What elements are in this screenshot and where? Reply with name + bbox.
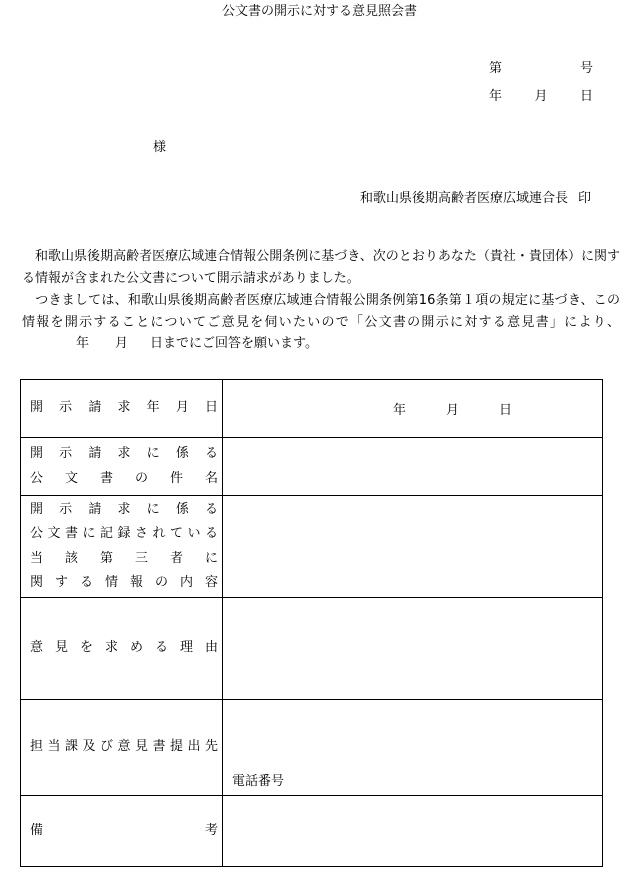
document-number: [489, 57, 593, 76]
addressee: 様: [153, 140, 167, 155]
paragraph-request-notice: 和歌山県後期高齢者医療広域連合情報公開条例に基づき、次のとおりあなた（貴社・貴団体）に関する情報が含まれた公文書について開示請求がありました。: [22, 249, 620, 286]
request-info-table: [20, 379, 603, 867]
reason-value: [223, 598, 603, 700]
sender-block: [360, 187, 591, 206]
number-prefix: 第: [489, 61, 503, 76]
document-name-label-1: 開示請求に係る: [30, 446, 218, 461]
request-date-value: [223, 380, 603, 438]
contact-value: [223, 700, 603, 796]
paragraph-opinion-request: [22, 290, 620, 355]
request-date-label: 開示請求年月日: [30, 400, 218, 416]
request-date-month: 月: [445, 403, 459, 418]
seal-mark: 印: [577, 191, 591, 206]
table-row-request-date: [21, 380, 603, 438]
request-date-day: 日: [499, 403, 513, 418]
issue-date-month: 月: [534, 89, 548, 104]
document-name-label-2: 公文書の件名: [30, 470, 218, 486]
label-cell: [21, 496, 223, 598]
label-cell: [21, 380, 223, 438]
label-cell: [21, 438, 223, 496]
table-row-document-name: [21, 438, 603, 496]
label-cell: [21, 700, 223, 796]
issue-date-day: 日: [579, 89, 593, 104]
document-name-value: [223, 438, 603, 496]
label-cell: [21, 598, 223, 700]
third-party-label-4: 関する情報の内容: [30, 575, 218, 590]
table-row-third-party-info: [21, 496, 603, 598]
remarks-value: [223, 796, 603, 867]
paragraph2-text: つきましては、和歌山県後期高齢者医療広域連合情報公開条例第16条第１項の規定に基づき、この情報を開示することについてご意見を伺いたいので「公文書の開示に対する意見書」により、: [22, 293, 620, 330]
third-party-label-2: 公文書に記録されている: [30, 526, 218, 541]
number-suffix: 号: [579, 61, 593, 76]
issue-date: [489, 85, 593, 104]
third-party-label-3: 当該第三者に: [30, 550, 218, 566]
phone-number-label: 電話番号: [232, 774, 285, 789]
third-party-label-1: 開示請求に係る: [30, 501, 218, 517]
table-row-reason: [21, 598, 603, 700]
issue-date-year: 年: [489, 89, 503, 104]
reason-label: 意見を求める理由: [30, 640, 218, 656]
label-cell: [21, 796, 223, 867]
reply-year: 年: [76, 336, 90, 351]
reply-month: 月: [115, 336, 129, 351]
sender-name: 和歌山県後期高齢者医療広域連合長: [359, 191, 568, 206]
table-row-contact: [21, 700, 603, 796]
third-party-info-value: [223, 496, 603, 598]
document-title: 公文書の開示に対する意見照会書: [221, 4, 417, 19]
table-row-remarks: [21, 796, 603, 867]
contact-label: 担当課及び意見書提出先: [30, 739, 218, 755]
request-date-year: 年: [392, 403, 406, 418]
paragraph2-text-end: 日までにご回答を願います。: [150, 336, 318, 351]
remarks-label: 備考: [30, 822, 218, 838]
